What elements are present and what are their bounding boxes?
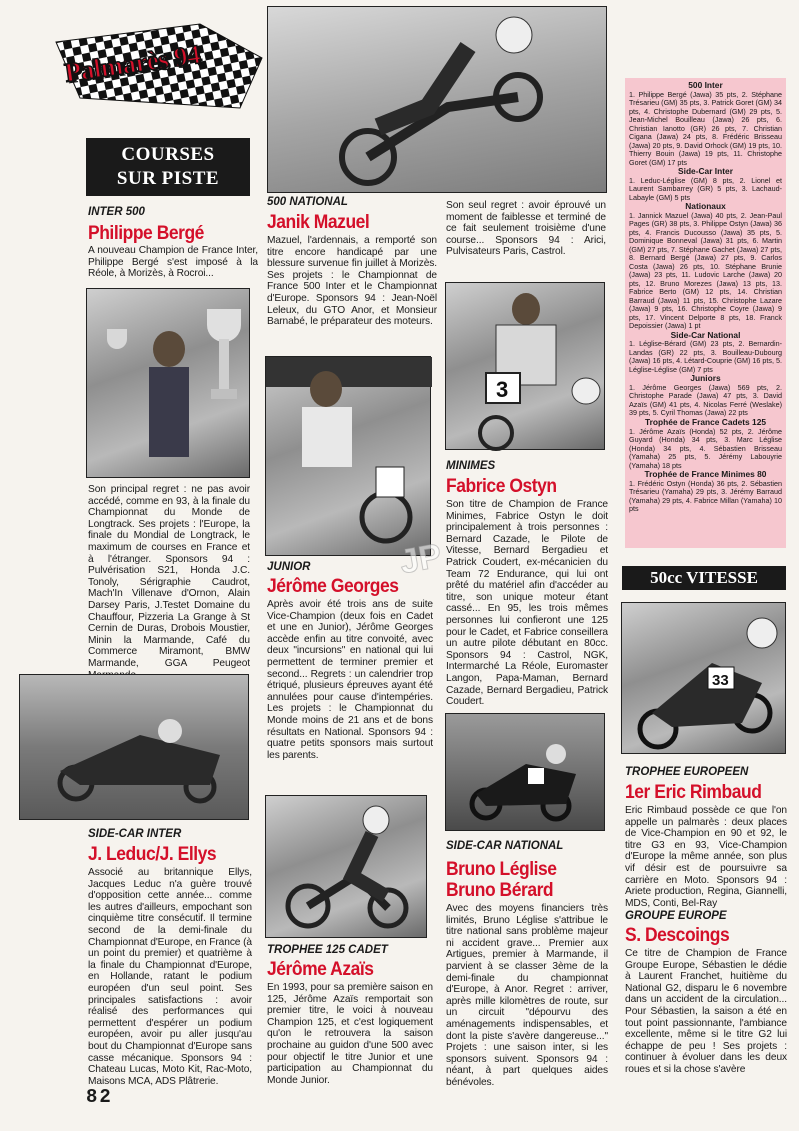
results-text: 1. Jérôme Azaïs (Honda) 52 pts, 2. Jérôme Guyard (Honda) 34 pts, 3. Marc Léglise (Honda) 34 pts, 4. Sébastien Brisseau (Yamaha) 25 pts, 5. Jérémy Labouyrie (Yamaha) 18 pts — [629, 426, 782, 470]
category-label: MINIMES — [446, 460, 496, 472]
article-ostyn-continued: Son seul regret : avoir éprouvé un moment de faiblesse et terminé de ce fait seulement troisième d'une course... Sponsors 94 : Arici, Pulvisateurs Paris, Castrol. — [446, 200, 606, 258]
results-heading: Nationaux — [685, 201, 726, 212]
photo-mazuel — [267, 6, 607, 193]
article-minimes — [446, 460, 608, 708]
rider-name-2: Bruno Bérard — [446, 880, 554, 901]
rider-name: Jérôme Georges — [267, 576, 399, 597]
article-body: Mazuel, l'ardennais, a remporté son titre encore handicapé par une blessure survenue fin juillet à Morizès. Ses projets : le Championnat de France 500 Inter et le Championnat d'Europe. Sponsors 94 : Jean-Noël Leleux, du GTO Anor, et Monsieur Barnabé, le préparateur des moteurs. — [267, 235, 437, 328]
photo-rimbaud — [621, 602, 786, 754]
article-national500 — [267, 196, 437, 328]
article-body: Associé au britannique Ellys, Jacques Leduc n'a guère trouvé d'opposition cette année... comme les autres d'ailleurs, empochant son cinquième titre consécutif. Il termine second de la demi-finale du Championnat d'Europe, en France (à un point du premier) et quatrième à la finale du Championnat d'Europe, en Hollande, ratant le podium européen d'un seul point. Ses principales satisfactions : avoir réalisé des performances qui permettent d'espérer un podium européen, avoir pu aller jusqu'au bout du Championnat d'Europe sans casse mécanique. Sponsors 94 : Chateau Lucas, Moto Kit, Rac-Moto, Maisons MCA, ADS Plâtrerie. — [88, 867, 252, 1087]
results-text: 1. Philippe Bergé (Jawa) 35 pts, 2. Stéphane Trésarieu (GM) 35 pts, 3. Patrick Goret (GM) 34 pts, 4. Christophe Dubernard (GM) 29 pts, 5. Jean-Michel Bouilleau (Jawa) 26 pts, 6. Christian Ianotto (GR) 26 pts, 7. Christian Cigana (Jawa) 24 pts, 8. Frédéric Brisseau (Jawa) 20 pts, 9. David Orhock (GM) 19 pts, 10. Thierry Bouin (Jawa) 19 pts, 11. Christophe Goret (GM) 17 pts — [629, 89, 782, 167]
category-label: SIDE-CAR INTER — [88, 828, 182, 840]
results-text: 1. Léglise-Bérard (GM) 23 pts, 2. Bernardin-Landas (GR) 22 pts, 3. Bouilleau-Dubourg (Jawa) 16 pts, 4. Létard-Couprie (GM) 16 pts, 5. Léglise-Léglise (GM) 7 pts — [629, 339, 782, 374]
rider-name: Janik Mazuel — [267, 212, 370, 233]
article-vitesse — [625, 766, 787, 909]
rider-name-1: Bruno Léglise — [446, 859, 557, 880]
article-intro: A nouveau Champion de France Inter, Philippe Bergé s'est imposé à la Réole, à Morizès, à Rocroi... — [88, 245, 258, 280]
results-heading: Trophée de France Cadets 125 — [644, 416, 767, 427]
rider-name: S. Descoings — [625, 925, 730, 946]
trophy-icon — [87, 289, 251, 479]
results-heading: 500 Inter — [688, 80, 723, 90]
rider-portrait-icon — [266, 357, 432, 557]
young-rider-icon — [446, 283, 606, 451]
article-sidecar-inter — [88, 828, 252, 1087]
road-racer-icon — [622, 603, 787, 755]
article-body: Son principal regret : ne pas avoir accédé, comme en 93, à la finale du Championnat du Monde de Longtrack. Ses projets : l'Europe, la finale du Mondial de Longtrack, le maximum de courses en France et à l'étranger. Sponsors 94 : Pulvérisation S21, Honda J.C. Tonoly, Sérigraphie Caudrot, Mach'In Villenave d'Ornon, Alain Darsey Paris, J.Testet Domaine du Chauffour, Pizzeria La Grange à St Cernin de Duras, Drobois Moustier, Minin la Marmande, Café du Commerce Miramont, BMW Marmande, GGA Peugeot — [88, 484, 250, 669]
vitesse-section-header: 50cc VITESSE — [622, 566, 786, 590]
category-label: SIDE-CAR NATIONAL — [446, 840, 564, 852]
photo-georges — [265, 356, 431, 556]
photo-berge-trophies — [86, 288, 250, 478]
results-heading: Trophée de France Minimes 80 — [644, 469, 767, 480]
article-groupe-europe — [625, 910, 787, 1076]
article-body: Ce titre de Champion de France Groupe Europe, Sébastien le dédie à Laurent Franchet, huitième du National G2, disparu le 6 novembre dans un accident de la circulation... Pour Sébastien, la saison a été en tout point passionnante, l'ambiance excellente, même si le titre G2 lui échappe de peu ! Ses projets : continuer à évoluer dans les deux roues et si la chose s'avère — [625, 948, 787, 1075]
photo-sidecar-inter — [19, 674, 249, 820]
article-junior — [267, 561, 433, 761]
palmares-badge — [50, 20, 268, 112]
page-number: 82 — [86, 1086, 113, 1108]
article-body: Son titre de Champion de France Minimes, Fabrice Ostyn le doit principalement à trois personnes : Bernard Cazade, le Pilote de Vitesse, Bernard Bergadieu et Patrick Coudert, ex-mécanicien du Team 72 Endurance, qui lui ont prêté du matériel afin d'accéder au titre, son unique moteur étant cassé... En 95, les trois mêmes personnes lui confieront une 125 pour le Cadet, et Fabrice conseillera un autre pilote débutant en 80cc. Sponsors 94 : Castrol, NGK, Intermarché La Réole, Euromaster Langon, Papa-Maman, Bernard Cazade, Bernard Bergadieu, Patrick Coudert. — [446, 499, 608, 708]
category-label: TROPHEE EUROPEEN — [625, 766, 749, 778]
article-sidecar-national — [446, 840, 608, 1089]
rider-name: J. Leduc/J. Ellys — [88, 844, 217, 865]
article-body: Eric Rimbaud possède ce que l'on appelle un palmarès : deux places de Vice-Champion en 90 et 92, le titre G3 en 93, Vice-Champion d'Europe la même année, son plus vif désir est de poursuivre sa carrière en Moto. Sponsors 94 : Ariete production, Regina, Giannelli, MDS, Conti, Bel-Ray — [625, 805, 787, 909]
sidecar-icon — [20, 675, 250, 821]
svg-text:33: 33 — [712, 672, 729, 689]
photo-ostyn — [445, 282, 605, 450]
results-heading: Side-Car National — [670, 329, 741, 340]
article-body: Après avoir été trois ans de suite Vice-Champion (deux fois en Cadet et une en Junior), Jérôme Georges accède enfin au titre convoité, avec deux "incursions" en national qui lui permettent de terminer premier et second... Regrets : un calendrier trop étriqué, plusieurs épreuves ayant été annulées pour cause d'intempéries. Les projets : le Championnat du Monde moins de 21 ans et de bons résultats en National. Sponsors 94 : quatre petits sponsors mais surtout les parents. — [267, 599, 433, 761]
sidecar-racing-icon — [446, 714, 606, 832]
badge-title: Palmarès 94 — [62, 39, 202, 88]
category-label: INTER 500 — [88, 206, 145, 218]
article-body: Avec des moyens financiers très limités, Bruno Léglise s'attribue le titre national sans problème majeur ni accident grave... Premier aux Artigues, premier à Marmande, il parvient à se classer 3ème de la demi-finale du championnat d'Europe, à Anor. Regret : arriver, après mille kilomètres de route, sur un circuit "dépourvu des aménagements indispensables, et dont la piste s'avère dangereuse..." Projets : une saison inter, si les sponsors suivent. Sponsors 94 : néant, à part quelques aides bénévoles. — [446, 903, 608, 1088]
category-label: GROUPE EUROPE — [625, 910, 727, 922]
results-box — [625, 78, 786, 548]
article-cadet125 — [267, 944, 433, 1086]
results-text: 1. Jérôme Georges (Jawa) 569 pts, 2. Christophe Parade (Jawa) 47 pts, 3. David Azaïs (GM) 41 pts, 4. Nicolas Ferré (Weslake) 39 pts, 5. Cyril Thomas (Jawa) 22 pts — [629, 382, 782, 418]
rider-name: Fabrice Ostyn — [446, 476, 557, 497]
results-text: 1. Leduc-Léglise (GM) 8 pts, 2. Lionel et Laurent Sambarrey (GR) 5 pts, 3. Lachaud-Labayle (GM) 5 pts — [629, 175, 782, 202]
category-label: JUNIOR — [267, 561, 311, 573]
category-label: TROPHEE 125 CADET — [267, 944, 388, 956]
results-heading: Side-Car Inter — [678, 166, 733, 177]
speedway-rider-icon — [268, 7, 608, 194]
watermark-logo: JP — [396, 536, 445, 582]
article-body: En 1993, pour sa première saison en 125, Jérôme Azaïs remportait son premier titre, le voici à nouveau Champion 125, et c'est logiquement qu'on le retrouvera la saison prochaine au guidon d'une 500 avec pour objectif le titre Junior et une participation au Championnat du Monde Junior. — [267, 982, 433, 1086]
results-heading: Juniors — [690, 373, 721, 384]
photo-sidecar-national — [445, 713, 605, 831]
section-line-2: SUR PISTE — [116, 168, 220, 189]
rider-name: Philippe Bergé — [88, 223, 204, 244]
svg-text:3: 3 — [496, 377, 509, 402]
section-line-1: COURSES — [121, 144, 215, 165]
results-text: 1. Frédéric Ostyn (Honda) 36 pts, 2. Sébastien Trésarieu (Yamaha) 29 pts, 3. Jérémy Barraud (Yamaha) 29 pts, 4. Fabrice Millan (Yamaha) 10 pts — [629, 478, 782, 514]
motocross-rider-icon — [266, 796, 428, 939]
rider-name: 1er Eric Rimbaud — [625, 782, 762, 803]
section-header — [86, 138, 250, 196]
results-text: 1. Jannick Mazuel (Jawa) 40 pts, 2. Jean-Paul Pages (GR) 38 pts, 3. Philippe Ostyn (Jawa) 36 pts, 4. Francis Ducousso (Jawa) 35 pts, 5. Dominique Bonneval (Jawa) 31 pts, 6. Martin (GM) 27 pts, 7. Stéphane Gachet (Jawa) 27 pts, 8. Bernard Bergé (Jawa) 27 pts, 9. Carlos Costa (Jawa) 26 pts, 10. Stéphane Brunie (Jawa) 23 pts, 11. Ludovic Larche (Jawa) 20 pts, 12. Bruno Morezes (Jawa) 13 pts, 13. Fabrice Berto (GM) 12 pts, 14. Christian Barraud (Jawa) 11 pts, 15. Christophe Lazare (Jawa) 9 pts, 16. Christophe Coyre (Jawa) 9 pts, 17. Vincent Delporte 8 pts, 18. Franck Depoissier (Jawa) 1 pt — [629, 210, 783, 331]
photo-azais — [265, 795, 427, 938]
category-label: 500 NATIONAL — [267, 196, 348, 208]
rider-name: Jérôme Azaïs — [267, 959, 374, 980]
article-inter500 — [88, 206, 258, 280]
